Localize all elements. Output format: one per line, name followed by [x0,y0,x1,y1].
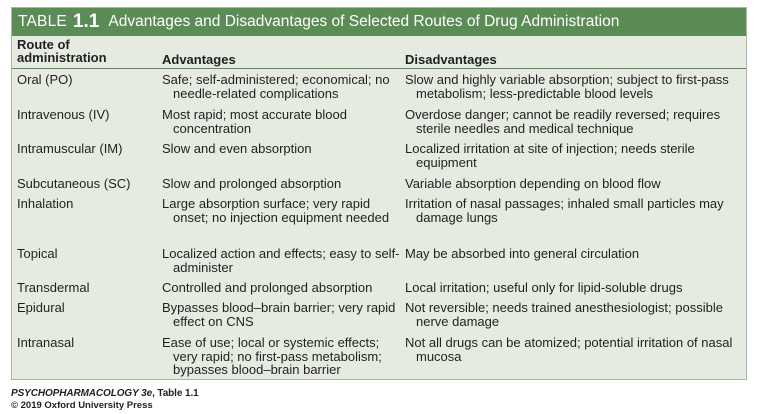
header-disadvantages: Disadvantages [405,52,497,67]
advantages-cell: Bypasses blood–brain barrier; very rapid effect on CNS [162,300,396,329]
drug-routes-table [11,7,747,380]
advantages-cell: Large absorption surface; very rapid onset; no injection equipment needed [162,196,390,225]
route-cell: Oral (PO) [17,72,73,87]
source-footer [11,388,199,412]
route-cell: Intramuscular (IM) [17,141,123,156]
table-title-bar [12,8,746,36]
advantages-cell: Controlled and prolonged absorption [162,280,373,295]
route-cell: Epidural [17,300,65,315]
header-route: Route of administration [17,37,107,65]
disadvantages-cell: Not reversible; needs trained anesthesiologist; possible nerve damage [405,300,723,329]
table-header-row [12,36,746,69]
disadvantages-cell: Overdose danger; cannot be readily reversed; requires sterile needles and medical technique [405,107,721,136]
source-citation [11,388,199,400]
disadvantages-cell: Localized irritation at site of injection; needs sterile equipment [405,141,695,170]
advantages-cell: Most rapid; most accurate blood concentration [162,107,347,136]
advantages-cell: Localized action and effects; easy to self-administer [162,246,400,275]
disadvantages-cell: Not all drugs can be atomized; potential irritation of nasal mucosa [405,335,733,364]
header-advantages: Advantages [162,52,236,67]
book-title: PSYCHOPHARMACOLOGY 3e [11,388,153,399]
disadvantages-cell: Slow and highly variable absorption; subject to first-pass metabolism; less-predictable blood levels [405,72,729,101]
route-cell: Intravenous (IV) [17,107,110,122]
route-cell: Subcutaneous (SC) [17,176,131,191]
table-label: TABLE [18,13,67,30]
disadvantages-cell: Variable absorption depending on blood flow [405,176,661,191]
advantages-cell: Slow and prolonged absorption [162,176,342,191]
table-number: 1.1 [72,11,100,32]
route-cell: Topical [17,246,58,261]
advantages-cell: Safe; self-administered; economical; no needle-related complications [162,72,390,101]
table-title: Advantages and Disadvantages of Selected Routes of Drug Administration [108,13,620,30]
route-cell: Inhalation [17,196,74,211]
advantages-cell: Slow and even absorption [162,141,312,156]
advantages-cell: Ease of use; local or systemic effects; very rapid; no first-pass metabolism; bypasses blood–brain barrier [162,335,382,377]
disadvantages-cell: May be absorbed into general circulation [405,246,640,261]
disadvantages-cell: Irritation of nasal passages; inhaled small particles may damage lungs [405,196,724,225]
table-reference: , Table 1.1 [152,388,199,399]
disadvantages-cell: Local irritation; useful only for lipid-soluble drugs [405,280,683,295]
route-cell: Intranasal [17,335,75,350]
copyright-notice: © 2019 Oxford University Press [11,400,153,411]
route-cell: Transdermal [17,280,90,295]
